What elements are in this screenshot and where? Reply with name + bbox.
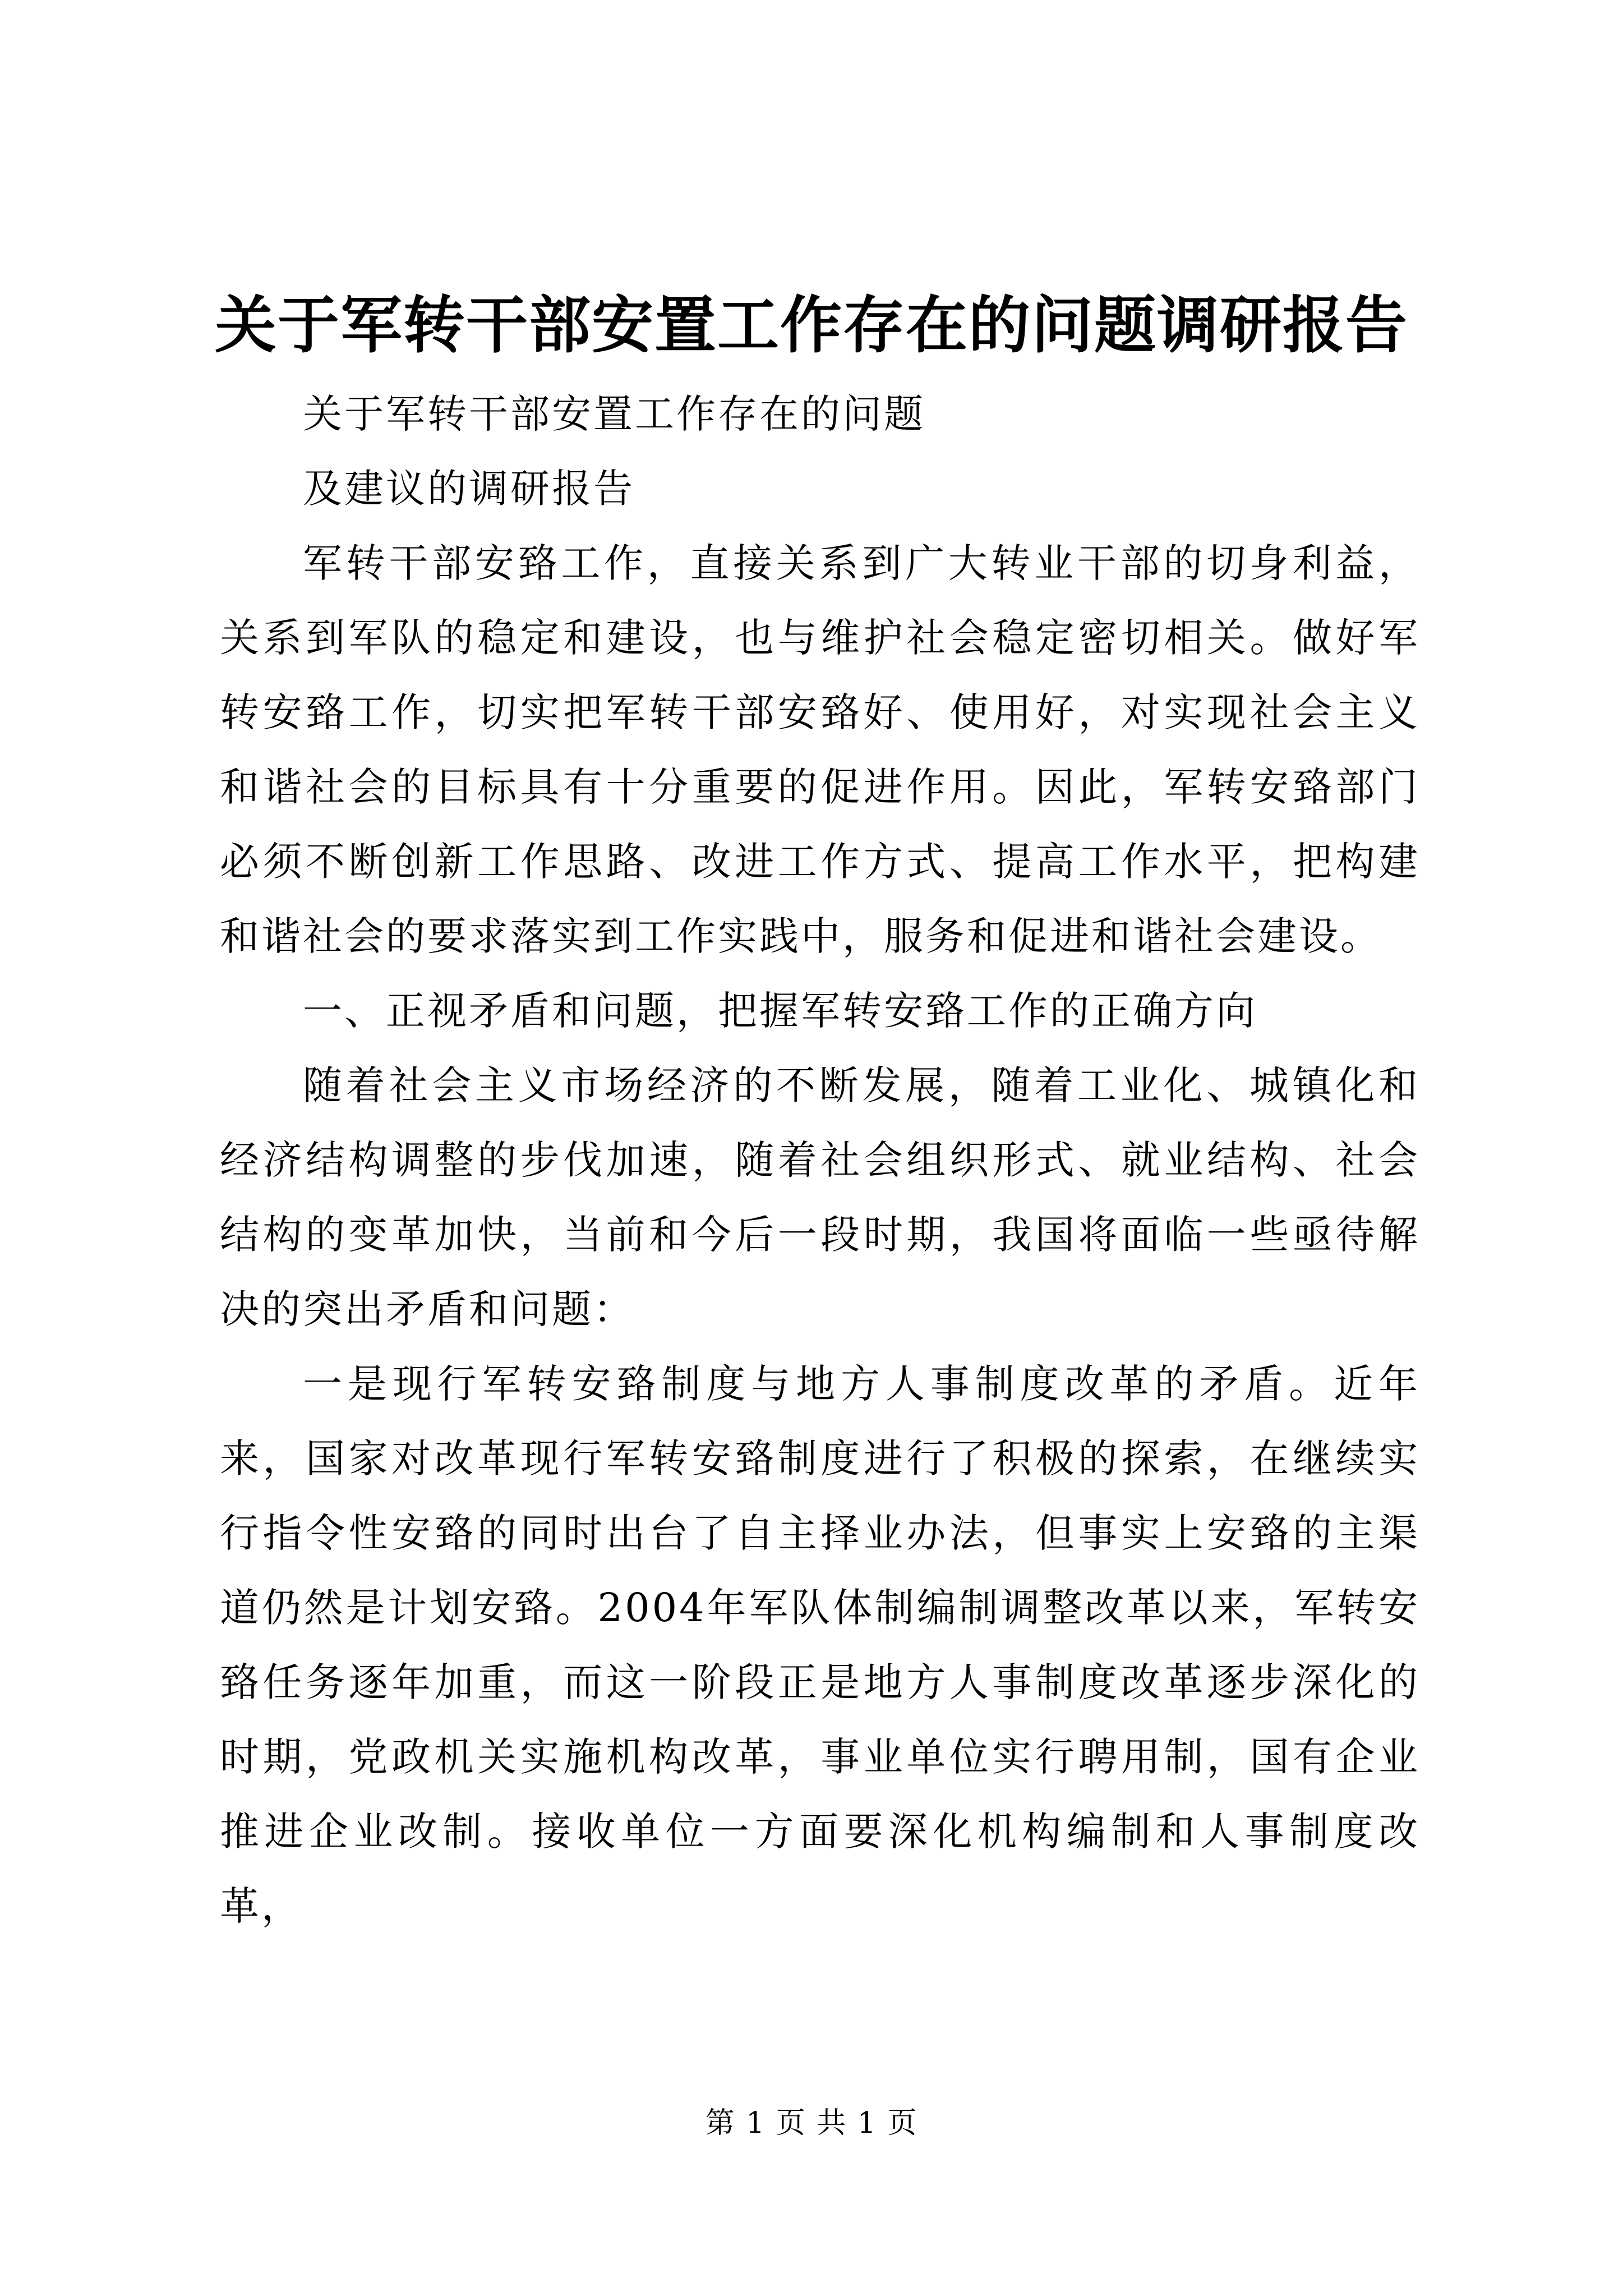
paragraph-issue-1: 一是现行军转安臵制度与地方人事制度改革的矛盾。近年来，国家对改革现行军转安臵制度进行了积极的探索，在继续实行指令性安臵的同时出台了自主择业办法，但事实上安臵的主渠道仍然是计划安臵。2004年军队体制编制调整改革以来，军转安臵任务逐年加重，而这一阶段正是地方人事制度改革逐步深化的时期，党政机关实施机构改革，事业单位实行聘用制，国有企业推进企业改制。接收单位一方面要深化机构编制和人事制度改革，: [220, 1361, 1420, 1929]
document-title: 关于军转干部安置工作存在的问题调研报告: [215, 289, 1408, 361]
section-heading-1: 一、正视矛盾和问题，把握军转安臵工作的正确方向: [303, 988, 1257, 1034]
document-body: [220, 377, 1420, 1944]
page-footer: 第 1 页 共 1 页: [705, 2106, 918, 2140]
subtitle-line-2: 及建议的调研报告: [303, 466, 635, 512]
paragraph-intro: 军转干部安臵工作，直接关系到广大转业干部的切身利益，关系到军队的稳定和建设，也与维护社会稳定密切相关。做好军转安臵工作，切实把军转干部安臵好、使用好，对实现社会主义和谐社会的目标具有十分重要的促进作用。因此，军转安臵部门必须不断创新工作思路、改进工作方式、提高工作水平，把构建和谐社会的要求落实到工作实践中，服务和促进和谐社会建设。: [220, 540, 1420, 959]
paragraph-context: 随着社会主义市场经济的不断发展，随着工业化、城镇化和经济结构调整的步伐加速，随着社会组织形式、就业结构、社会结构的变革加快，当前和今后一段时期，我国将面临一些亟待解决的突出矛盾和问题：: [220, 1062, 1420, 1332]
subtitle-line-1: 关于军转干部安置工作存在的问题: [303, 391, 925, 437]
